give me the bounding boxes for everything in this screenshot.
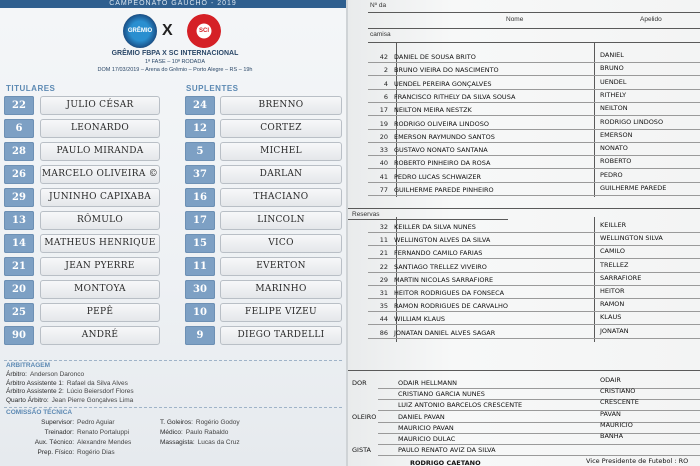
- col-number-heading-2: camisa: [370, 31, 391, 38]
- form-player-nick: RODRIGO LINDOSO: [600, 117, 664, 126]
- referee-role: Árbitro Assistente 2:: [6, 388, 64, 395]
- shirt-number: 5: [185, 142, 215, 161]
- col-nick-heading: Apelido: [640, 16, 662, 23]
- shirt-number: 25: [4, 303, 34, 322]
- player-name: PEPÊ: [40, 303, 160, 322]
- form-line: [378, 399, 700, 400]
- form-player-name: FRANCISCO RITHELY DA SILVA SOUSA: [394, 92, 516, 101]
- staff-line: [160, 429, 228, 436]
- shirt-number: 11: [185, 257, 215, 276]
- form-shirt-number: 44: [379, 315, 388, 324]
- shirt-number: 21: [4, 257, 34, 276]
- form-player-nick: HEITOR: [600, 287, 625, 295]
- staff-full-name: ODAIR HELLMANN: [398, 379, 457, 387]
- staff-role: Aux. Técnico:: [34, 439, 74, 446]
- staff-line: [6, 429, 129, 436]
- form-player-nick: RAMON: [600, 300, 625, 309]
- staff-role: T. Goleiros:: [160, 419, 193, 426]
- form-line: [368, 142, 700, 143]
- staff-name: Paulo Rabaldo: [185, 429, 229, 436]
- player-name: DARLAN: [220, 165, 342, 184]
- referee-name: Anderson Daronco: [29, 371, 85, 378]
- shirt-number: 29: [4, 188, 34, 207]
- staff-name: Lucas da Cruz: [197, 439, 240, 446]
- staff-role-label: OLEIRO: [352, 412, 377, 421]
- player-name: DIEGO TARDELLI: [220, 326, 342, 345]
- form-line: [368, 298, 700, 299]
- form-line: [368, 62, 700, 63]
- shirt-number: 13: [4, 211, 34, 230]
- divider: [4, 360, 342, 361]
- form-shirt-number: 86: [379, 328, 388, 337]
- form-line: [368, 12, 700, 13]
- player-row: [0, 234, 346, 254]
- form-player-nick: EMERSON: [600, 130, 633, 139]
- form-shirt-number: 41: [379, 172, 388, 181]
- form-shirt-number: 42: [379, 53, 388, 61]
- player-row: [0, 165, 346, 185]
- form-line: [368, 102, 700, 103]
- shirt-number: 30: [185, 280, 215, 299]
- player-row: [0, 142, 346, 162]
- form-line: [368, 182, 700, 183]
- form-line: [368, 168, 700, 169]
- match-title: GRÊMIO FBPA X SC INTERNACIONAL: [111, 50, 239, 57]
- shirt-number: 6: [4, 119, 34, 138]
- player-name: LEONARDO: [40, 119, 160, 138]
- player-name: JULIO CÉSAR: [40, 96, 160, 115]
- form-player-name: RODRIGO OLIVEIRA LINDOSO: [394, 119, 489, 128]
- shirt-number: 90: [4, 326, 34, 345]
- player-row: [0, 188, 346, 208]
- internacional-lineup-form: [348, 0, 700, 466]
- staff-name: Rogério Dias: [77, 449, 115, 456]
- form-player-name: BRUNO VIEIRA DO NASCIMENTO: [394, 66, 499, 75]
- form-shirt-number: 33: [379, 146, 388, 155]
- shirt-number: 24: [185, 96, 215, 115]
- player-row: [0, 326, 346, 346]
- player-row: [0, 119, 346, 139]
- player-name: LINCOLN: [220, 211, 342, 230]
- form-shirt-number: 4: [383, 79, 388, 88]
- form-player-nick: KEILLER: [600, 221, 627, 229]
- form-player-name: PEDRO LUCAS SCHWAIZER: [394, 172, 482, 181]
- player-name: FELIPE VIZEU: [220, 303, 342, 322]
- form-line: [368, 28, 700, 29]
- form-line: [368, 155, 700, 156]
- form-shirt-number: 40: [379, 159, 388, 168]
- staff-line: [6, 439, 131, 446]
- form-player-nick: RITHELY: [600, 90, 627, 99]
- form-player-nick: NEILTON: [600, 104, 628, 113]
- player-row: [0, 303, 346, 323]
- form-player-name: DANIEL DE SOUSA BRITO: [394, 53, 476, 61]
- form-player-nick: SARRAFIORE: [600, 273, 642, 282]
- staff-full-name: DANIEL PAVAN: [398, 412, 445, 421]
- staff-nick: BANHA: [600, 432, 624, 440]
- form-line: [368, 258, 700, 259]
- player-row: [0, 280, 346, 300]
- match-info: DOM 17/03/2019 – Arena do Grêmio – Porto Alegre – RS – 19h: [97, 67, 253, 73]
- referee-name: Rafael da Silva Alves: [66, 379, 128, 387]
- staff-nick: PAVAN: [600, 409, 621, 418]
- shirt-number: 12: [185, 119, 215, 138]
- staff-role: Treinador:: [44, 429, 74, 436]
- footer-role: Vice Presidente de Futebol : RO: [586, 457, 689, 465]
- form-line: [368, 245, 700, 246]
- form-player-name: EMERSON RAYMUNDO SANTOS: [394, 132, 495, 141]
- shirt-number: 14: [4, 234, 34, 253]
- staff-nick: CRESCENTE: [600, 398, 639, 407]
- player-name: CORTEZ: [220, 119, 342, 138]
- referee-line: [6, 388, 134, 395]
- player-name: THACIANO: [220, 188, 342, 207]
- away-crest-label: SCI: [198, 28, 209, 34]
- form-player-nick: UENDEL: [600, 77, 627, 86]
- form-player-name: HEITOR RODRIGUES DA FONSECA: [394, 289, 505, 297]
- championship-title: CAMPEONATO GAÚCHO - 2019: [109, 0, 237, 7]
- form-line: [368, 338, 700, 339]
- form-line: [368, 285, 700, 286]
- shirt-number: 16: [185, 188, 215, 207]
- shirt-number: 20: [4, 280, 34, 299]
- staff-nick: CRISTIANO: [600, 387, 636, 396]
- form-player-nick: DANIEL: [600, 51, 624, 59]
- player-name: BRENNO: [220, 96, 342, 115]
- form-line: [378, 444, 700, 445]
- staff-role-label: DOR: [352, 379, 367, 387]
- referee-role: Árbitro Assistente 1:: [6, 379, 64, 387]
- form-shirt-number: 22: [379, 262, 388, 271]
- referee-line: [6, 371, 84, 378]
- form-shirt-number: 21: [379, 249, 388, 258]
- player-name: JEAN PYERRE: [40, 257, 160, 276]
- referee-line: [6, 380, 128, 387]
- form-player-name: WILLIAM KLAUS: [394, 315, 445, 324]
- referee-line: [6, 397, 133, 404]
- form-player-name: UENDEL PEREIRA GONÇALVES: [394, 79, 492, 88]
- form-player-nick: PEDRO: [600, 170, 623, 179]
- form-line: [368, 272, 700, 273]
- form-line: [348, 370, 700, 371]
- staff-name: Pedro Aguiar: [77, 419, 115, 426]
- form-line: [594, 42, 595, 197]
- player-row: [0, 257, 346, 277]
- player-name: EVERTON: [220, 257, 342, 276]
- form-shirt-number: 77: [379, 186, 388, 194]
- form-shirt-number: 19: [379, 119, 388, 128]
- form-player-name: GUILHERME PAREDE PINHEIRO: [394, 186, 494, 194]
- versus-mark: X: [162, 22, 173, 39]
- footer-name: RODRIGO CAETANO: [410, 459, 481, 466]
- form-player-name: JONATAN DANIEL ALVES SAGAR: [394, 328, 496, 337]
- player-name: ANDRÉ: [40, 326, 160, 345]
- form-player-nick: WELLINGTON SILVA: [600, 234, 663, 243]
- home-crest-label: GRÊMIO: [127, 28, 153, 34]
- shirt-number: 10: [185, 303, 215, 322]
- form-shirt-number: 2: [383, 66, 388, 75]
- form-line: [594, 217, 595, 342]
- player-name: VICO: [220, 234, 342, 253]
- player-name: PAULO MIRANDA: [40, 142, 160, 161]
- form-player-name: RAMON RODRIGUES DE CARVALHO: [394, 302, 508, 311]
- form-shirt-number: 35: [379, 302, 388, 311]
- staff-name: Renato Portaluppi: [77, 429, 130, 436]
- form-player-name: ROBERTO PINHEIRO DA ROSA: [394, 159, 491, 168]
- form-player-name: NEILTON MEIRA NESTZK: [394, 106, 472, 115]
- referee-role: Quarto Árbitro:: [6, 396, 49, 404]
- form-line: [368, 232, 700, 233]
- referee-role: Árbitro:: [6, 371, 27, 378]
- form-player-nick: ROBERTO: [600, 157, 632, 166]
- referees-heading: ARBITRAGEM: [6, 362, 51, 369]
- form-player-name: FERNANDO CAMILO FARIAS: [394, 249, 483, 258]
- player-name: MONTOYA: [40, 280, 160, 299]
- staff-line: [160, 439, 240, 446]
- staff-role: Massagista:: [160, 439, 195, 446]
- form-shirt-number: 31: [379, 289, 388, 297]
- staff-role: Supervisor:: [41, 419, 74, 426]
- form-player-nick: CAMILO: [600, 247, 626, 256]
- staff-name: Rogério Godoy: [195, 419, 240, 426]
- form-line: [368, 324, 700, 325]
- form-line: [368, 75, 700, 76]
- form-line: [368, 129, 700, 130]
- col-name-heading: Nome: [506, 16, 524, 23]
- form-shirt-number: 11: [379, 236, 388, 245]
- form-shirt-number: 20: [379, 132, 388, 141]
- staff-full-name: LUIZ ANTONIO BARCELOS CRESCENTE: [398, 401, 523, 410]
- staff-full-name: MAURICIO PAVAN: [398, 423, 454, 432]
- form-line: [378, 422, 700, 423]
- shirt-number: 17: [185, 211, 215, 230]
- form-line: [368, 115, 700, 116]
- player-name: MARCELO OLIVEIRA ©: [40, 165, 160, 184]
- form-shirt-number: 29: [379, 275, 388, 284]
- shirt-number: 26: [4, 165, 34, 184]
- gremio-lineup-sheet: [0, 0, 346, 466]
- form-line: [378, 410, 700, 411]
- player-name: RÔMULO: [40, 211, 160, 230]
- staff-line: [6, 419, 115, 426]
- staff-role: Médico:: [160, 429, 183, 436]
- match-round: 1ª FASE – 10ª RODADA: [144, 59, 205, 65]
- referee-name: Jean Pierre Gonçalves Lima: [51, 396, 134, 404]
- staff-heading: COMISSÃO TÉCNICA: [6, 409, 73, 416]
- staff-name: Alexandre Mendes: [77, 439, 132, 446]
- player-name: MARINHO: [220, 280, 342, 299]
- championship-banner: [0, 0, 346, 8]
- form-player-name: SANTIAGO TRELLEZ VIVEIRO: [394, 262, 487, 271]
- divider: [4, 407, 342, 408]
- col-number-heading: Nº da: [370, 2, 387, 9]
- shirt-number: 22: [4, 96, 34, 115]
- form-line: [368, 89, 700, 90]
- reserves-heading: Reservas: [352, 211, 380, 218]
- staff-full-name: PAULO RENATO AVIZ DA SILVA: [398, 446, 496, 455]
- staff-full-name: CRISTIANO GARCIA NUNES: [398, 390, 485, 399]
- form-player-name: WELLINGTON ALVES DA SILVA: [394, 236, 491, 245]
- form-line: [378, 388, 700, 389]
- starters-heading: TITULARES: [6, 84, 56, 93]
- shirt-number: 28: [4, 142, 34, 161]
- form-shirt-number: 17: [379, 106, 388, 115]
- form-player-name: MARTIN NICOLAS SARRAFIORE: [394, 275, 494, 284]
- referee-name: Lúcio Beiersdorf Flores: [66, 388, 134, 395]
- gremio-crest-icon: [123, 14, 157, 48]
- shirt-number: 15: [185, 234, 215, 253]
- form-line: [348, 219, 508, 220]
- form-shirt-number: 6: [383, 92, 388, 101]
- form-line: [378, 433, 700, 434]
- staff-role: Prep. Físico:: [37, 449, 74, 456]
- staff-nick: MAURICIO: [600, 420, 633, 429]
- form-player-name: KEILLER DA SILVA NUNES: [394, 223, 476, 231]
- form-line: [348, 208, 700, 209]
- staff-role-label: GISTA: [352, 446, 371, 455]
- form-player-nick: TRELLEZ: [600, 260, 629, 269]
- form-line: [368, 311, 700, 312]
- player-name: JUNINHO CAPIXABA: [40, 188, 160, 207]
- staff-line: [160, 419, 240, 426]
- form-player-nick: NONATO: [600, 144, 628, 153]
- player-row: [0, 211, 346, 231]
- form-shirt-number: 32: [379, 223, 388, 231]
- shirt-number: 9: [185, 326, 215, 345]
- form-line: [368, 195, 700, 196]
- shirt-number: 37: [185, 165, 215, 184]
- staff-full-name: MAURICIO DULAC: [398, 435, 456, 443]
- form-player-nick: BRUNO: [600, 64, 624, 73]
- form-player-nick: JONATAN: [600, 326, 629, 335]
- form-player-nick: KLAUS: [600, 313, 622, 322]
- internacional-crest-icon: [187, 14, 221, 48]
- form-line: [368, 42, 700, 43]
- subs-heading: SUPLENTES: [186, 84, 239, 93]
- staff-line: [6, 449, 115, 456]
- player-name: MICHEL: [220, 142, 342, 161]
- form-player-name: GUSTAVO NONATO SANTANA: [394, 146, 488, 155]
- player-row: [0, 96, 346, 116]
- form-player-nick: GUILHERME PAREDE: [600, 184, 667, 192]
- staff-nick: ODAIR: [600, 376, 621, 384]
- player-name: MATHEUS HENRIQUE: [40, 234, 160, 253]
